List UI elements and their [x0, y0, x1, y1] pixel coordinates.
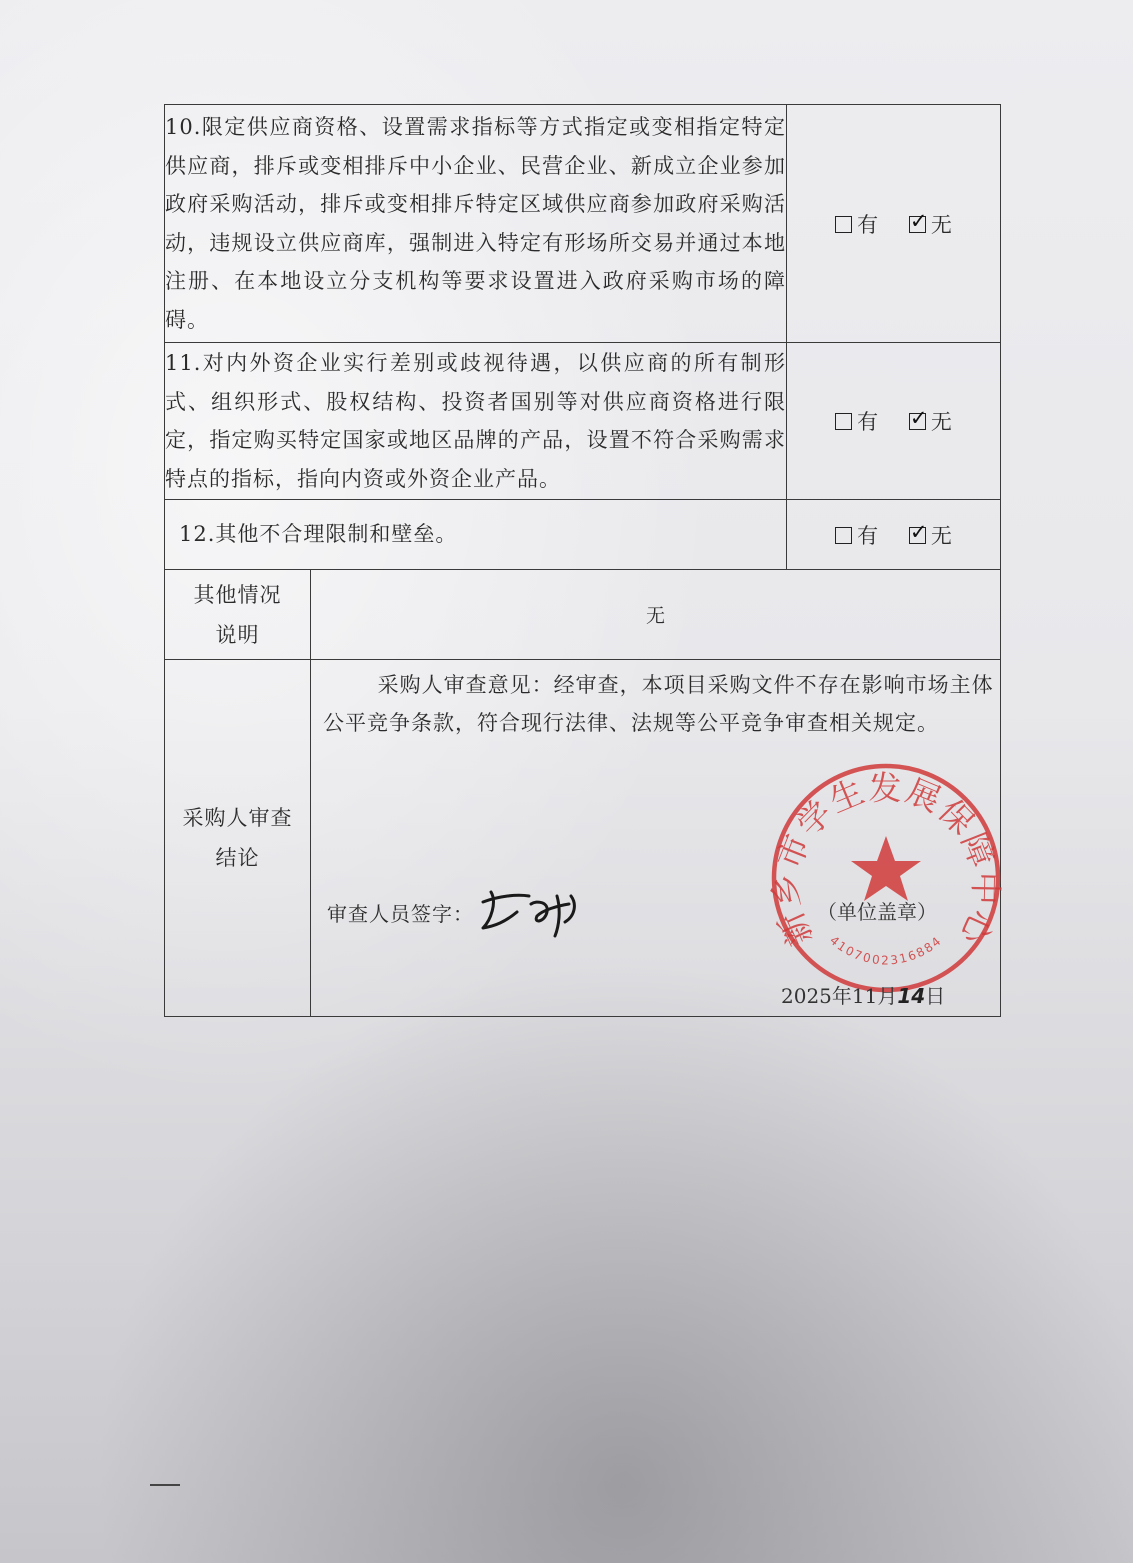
- table-row: [165, 570, 1001, 660]
- seal-org-name: 新乡市学生发展保障中心: [766, 768, 1006, 952]
- item-number: 10.: [165, 115, 202, 139]
- option-no[interactable]: ✓ 无: [909, 209, 952, 239]
- other-info-label: 其他情况 说明: [165, 570, 311, 660]
- checkbox-checked-icon: [909, 413, 926, 430]
- item-text: 其他不合理限制和壁垒。: [215, 522, 458, 547]
- option-yes[interactable]: 有: [835, 209, 878, 239]
- official-seal-icon: [766, 758, 1006, 998]
- review-table: [164, 104, 1006, 1017]
- table-row: [165, 660, 1001, 1017]
- item-10-text-cell: [165, 105, 787, 343]
- conclusion-label: 采购人审查 结论: [165, 660, 311, 1017]
- item-12-choice-cell: [787, 500, 1001, 570]
- item-10-choice-cell: [787, 105, 1001, 343]
- review-opinion: 采购人审查意见：经审查，本项目采购文件不存在影响市场主体公平竞争条款，符合现行法律、法规等公平竞争审查相关规定。: [323, 673, 994, 735]
- handwritten-signature: [477, 882, 587, 938]
- seal-code: 4107002316884: [827, 933, 945, 968]
- checkbox-checked-icon: [909, 216, 926, 233]
- checkbox-checked-icon: [909, 527, 926, 544]
- table-row: [165, 500, 1001, 570]
- checkbox-empty-icon: [835, 216, 852, 233]
- conclusion-cell: [311, 660, 1006, 1017]
- date: 2025年11月14日: [781, 984, 946, 1008]
- option-no[interactable]: ✓ 无: [909, 520, 952, 550]
- stamp-note: （单位盖章）: [817, 900, 937, 924]
- table-row: [165, 343, 1001, 500]
- checkbox-empty-icon: [835, 413, 852, 430]
- other-info-content: 无: [311, 570, 1001, 660]
- option-no[interactable]: ✓ 无: [909, 406, 952, 436]
- item-text: 限定供应商资格、设置需求指标等方式指定或变相指定特定供应商，排斥或变相排斥中小企业、民营企业、新成立企业参加政府采购活动，排斥或变相排斥特定区域供应商参加政府采购活动，违规设立供应商库，强制进入特定有形场所交易并通过本地注册、在本地设立分支机构等要求设置进入政府采购市场的障碍。: [165, 115, 786, 332]
- table-row: [165, 105, 1001, 343]
- checkbox-empty-icon: [835, 527, 852, 544]
- footer-dash: [150, 1484, 180, 1486]
- option-yes[interactable]: 有: [835, 520, 878, 550]
- signature-label: 审查人员签字：: [327, 902, 474, 926]
- item-11-choice-cell: [787, 343, 1001, 500]
- option-yes[interactable]: 有: [835, 406, 878, 436]
- item-number: 11.: [165, 351, 202, 375]
- item-11-text-cell: [165, 343, 787, 500]
- item-text: 对内外资企业实行差别或歧视待遇，以供应商的所有制形式、组织形式、股权结构、投资者国别等对供应商资格进行限定，指定购买特定国家或地区品牌的产品，设置不符合采购需求特点的指标，指向内资或外资企业产品。: [165, 351, 786, 491]
- svg-text:4107002316884: [827, 933, 945, 967]
- item-number: 12.: [179, 522, 216, 547]
- item-12-text-cell: [165, 500, 787, 570]
